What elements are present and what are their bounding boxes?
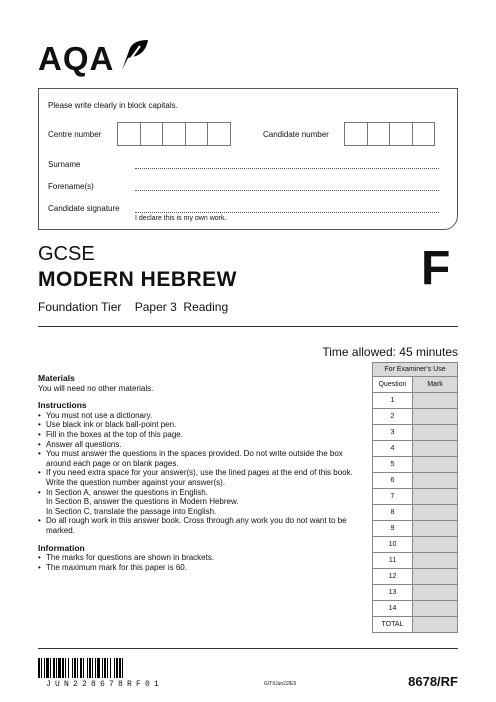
mark-cell bbox=[413, 585, 458, 601]
instructions-heading: Instructions bbox=[38, 400, 87, 411]
signature-label: Candidate signature bbox=[48, 204, 120, 213]
reference-code: G/TI/Jun22/E5 bbox=[264, 681, 297, 687]
leaf-icon bbox=[120, 38, 150, 72]
question-number: 13 bbox=[373, 585, 413, 601]
centre-number-label: Centre number bbox=[48, 130, 102, 139]
aqa-logo bbox=[38, 38, 148, 78]
mark-cell bbox=[413, 537, 458, 553]
mark-col-header: Mark bbox=[413, 377, 458, 393]
question-number: 10 bbox=[373, 537, 413, 553]
tier-paper: Foundation Tier Paper 3 Reading bbox=[38, 300, 229, 314]
divider-top bbox=[38, 326, 458, 327]
instruction-item: • You must not use a dictionary. bbox=[38, 411, 368, 421]
mark-cell bbox=[413, 393, 458, 409]
barcode-number: JUN228678RF01 bbox=[46, 680, 164, 689]
forenames-label: Forename(s) bbox=[48, 182, 94, 191]
information-list bbox=[38, 553, 368, 572]
declaration-text: I declare this is my own work. bbox=[135, 215, 227, 222]
question-number: 8 bbox=[373, 505, 413, 521]
instructions-list bbox=[38, 411, 368, 536]
question-number: 11 bbox=[373, 553, 413, 569]
instruction-item: • Answer all questions. bbox=[38, 440, 368, 450]
question-number: 7 bbox=[373, 489, 413, 505]
mark-cell bbox=[413, 601, 458, 617]
mark-cell bbox=[413, 441, 458, 457]
mark-cell bbox=[413, 569, 458, 585]
divider-bottom bbox=[38, 648, 458, 649]
paper-code: 8678/RF bbox=[408, 674, 458, 689]
question-number: 1 bbox=[373, 393, 413, 409]
candidate-number-boxes[interactable] bbox=[345, 122, 435, 146]
mark-cell bbox=[413, 505, 458, 521]
barcode bbox=[38, 658, 188, 678]
mark-cell bbox=[413, 521, 458, 537]
information-item: • The maximum mark for this paper is 60. bbox=[38, 563, 368, 573]
tier-letter: F bbox=[421, 242, 451, 295]
qualification-title: GCSE bbox=[38, 243, 95, 265]
instruction-item: • Do all rough work in this answer book. Cross through any work you do not want to be marked. bbox=[38, 516, 368, 535]
question-number: 4 bbox=[373, 441, 413, 457]
surname-label: Surname bbox=[48, 160, 81, 169]
mark-cell bbox=[413, 553, 458, 569]
barcode-bar bbox=[123, 658, 125, 678]
instruction-item: In Section C, translate the passage into English. bbox=[46, 506, 217, 516]
instruction-item: • Fill in the boxes at the top of this page. bbox=[38, 430, 368, 440]
centre-number-boxes[interactable] bbox=[118, 122, 231, 146]
instruction-item: • If you need extra space for your answer(s), use the lined pages at the end of this book. Write the question number against your answer(s). bbox=[38, 468, 368, 487]
time-allowed: Time allowed: 45 minutes bbox=[322, 345, 458, 359]
total-mark-cell bbox=[413, 617, 458, 633]
surname-field[interactable] bbox=[135, 168, 439, 169]
question-col-header: Question bbox=[373, 377, 413, 393]
mark-cell bbox=[413, 473, 458, 489]
forenames-field[interactable] bbox=[135, 190, 439, 191]
candidate-number-label: Candidate number bbox=[263, 130, 329, 139]
signature-field[interactable] bbox=[135, 212, 439, 213]
front-cover-instructions bbox=[38, 374, 368, 572]
instruction-item: In Section B, answer the questions in Modern Hebrew. bbox=[46, 497, 239, 507]
mark-cell bbox=[413, 425, 458, 441]
mark-cell bbox=[413, 457, 458, 473]
question-number: 6 bbox=[373, 473, 413, 489]
block-capitals-note: Please write clearly in block capitals. bbox=[48, 101, 178, 110]
instruction-item: • In Section A, answer the questions in English. bbox=[38, 488, 368, 498]
examiner-table bbox=[372, 362, 458, 633]
information-heading: Information bbox=[38, 542, 85, 553]
materials-text: You will need no other materials. bbox=[38, 383, 154, 393]
materials-heading: Materials bbox=[38, 373, 75, 383]
mark-cell bbox=[413, 409, 458, 425]
subject-title: MODERN HEBREW bbox=[38, 268, 237, 291]
instruction-item: • Use black ink or black ball-point pen. bbox=[38, 420, 368, 430]
question-number: 2 bbox=[373, 409, 413, 425]
question-number: 14 bbox=[373, 601, 413, 617]
total-label: TOTAL bbox=[373, 617, 413, 633]
question-number: 5 bbox=[373, 457, 413, 473]
question-number: 12 bbox=[373, 569, 413, 585]
examiner-table-title: For Examiner's Use bbox=[373, 363, 458, 377]
question-number: 3 bbox=[373, 425, 413, 441]
candidate-details-box bbox=[38, 88, 458, 230]
instruction-item: • You must answer the questions in the spaces provided. Do not write outside the box around each page or on blank pages. bbox=[38, 449, 368, 468]
question-number: 9 bbox=[373, 521, 413, 537]
mark-cell bbox=[413, 489, 458, 505]
information-item: • The marks for questions are shown in brackets. bbox=[38, 553, 368, 563]
logo-text: AQA bbox=[38, 40, 115, 77]
